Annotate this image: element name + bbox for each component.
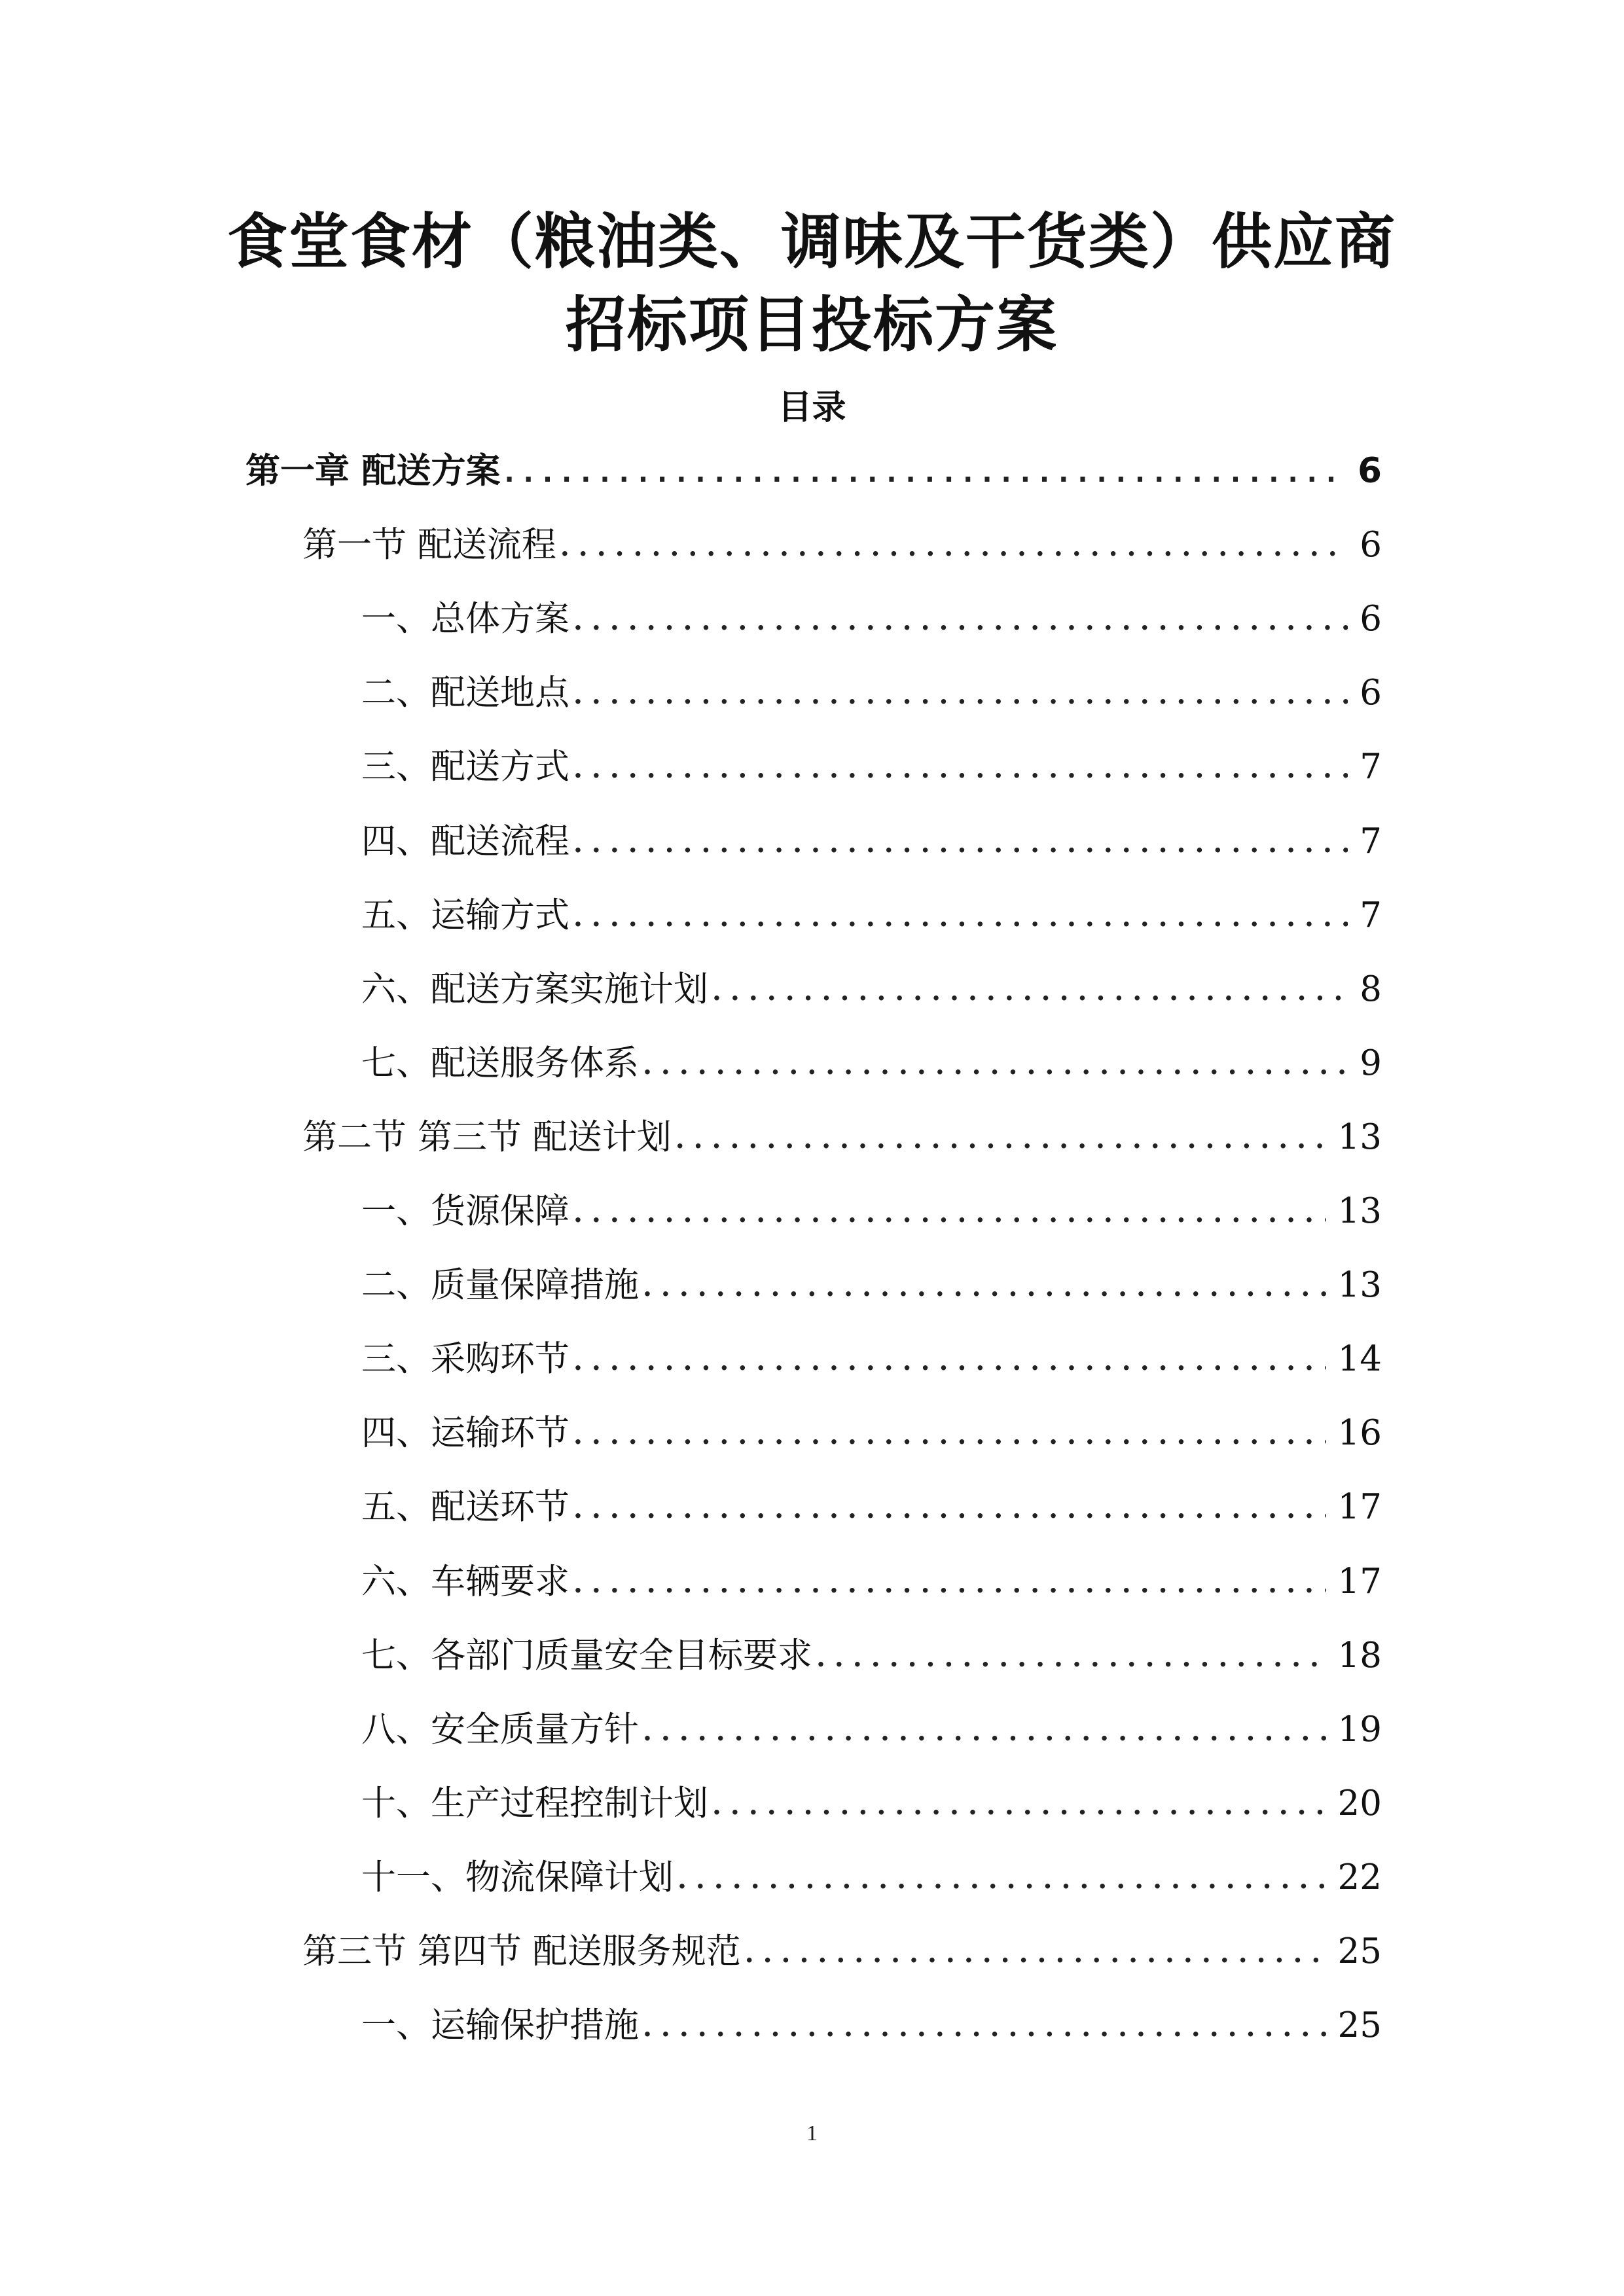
document-title-line-2: 招标项目投标方案 <box>565 290 1058 360</box>
toc-entry-page-number: 20 <box>1337 1784 1382 1823</box>
toc-entry-page-number: 6 <box>1358 451 1382 491</box>
toc-entry[interactable] <box>361 889 1382 942</box>
toc-dot-leader <box>745 1929 1326 1978</box>
toc-dot-leader <box>573 1485 1326 1534</box>
toc-entry-page-number: 13 <box>1337 1191 1382 1231</box>
toc-dot-leader <box>573 819 1348 868</box>
toc-entry[interactable] <box>361 2000 1382 2052</box>
toc-entry[interactable] <box>361 1259 1382 1312</box>
toc-entry[interactable] <box>302 1926 1382 1978</box>
toc-entry-label: 一、货源保障 <box>361 1191 569 1231</box>
toc-entry-label: 三、采购环节 <box>361 1339 569 1379</box>
toc-entry[interactable] <box>361 741 1382 793</box>
toc-dot-leader <box>676 1115 1326 1164</box>
toc-heading: 目录 <box>778 388 846 427</box>
document-title-line-1: 食堂食材（粮油类、调味及干货类）供应商 <box>226 207 1396 277</box>
toc-dot-leader <box>712 967 1348 1016</box>
toc-entry-label: 二、质量保障措施 <box>361 1265 639 1305</box>
toc-entry-page-number: 7 <box>1360 821 1382 861</box>
toc-entry[interactable] <box>361 1481 1382 1534</box>
toc-entry-label: 四、配送流程 <box>361 821 569 861</box>
toc-entry[interactable] <box>361 1333 1382 1386</box>
toc-dot-leader <box>573 1337 1326 1386</box>
toc-entry-page-number: 25 <box>1337 2005 1382 2045</box>
toc-entry[interactable] <box>361 816 1382 868</box>
page-number: 1 <box>806 2121 818 2145</box>
toc-dot-leader <box>560 523 1348 571</box>
toc-entry-label: 十一、物流保障计划 <box>361 1857 674 1897</box>
toc-dot-leader <box>573 1189 1326 1238</box>
toc-entry-label: 四、运输环节 <box>361 1413 569 1453</box>
toc-entry-label: 第一节 配送流程 <box>302 525 556 565</box>
toc-dot-leader <box>643 1263 1326 1312</box>
toc-entry-page-number: 6 <box>1360 525 1382 565</box>
toc-entry[interactable] <box>361 963 1382 1016</box>
toc-entry-page-number: 16 <box>1337 1413 1382 1453</box>
toc-entry-page-number: 9 <box>1360 1043 1382 1083</box>
toc-entry[interactable] <box>361 1704 1382 1756</box>
toc-entry[interactable] <box>361 667 1382 719</box>
toc-dot-leader <box>573 1560 1326 1608</box>
toc-entry-label: 一、总体方案 <box>361 599 569 639</box>
toc-entry[interactable] <box>302 519 1382 571</box>
toc-dot-leader <box>573 671 1348 719</box>
toc-entry-label: 五、配送环节 <box>361 1487 569 1527</box>
toc-entry-page-number: 6 <box>1360 673 1382 713</box>
toc-entry-label: 第二节 第三节 配送计划 <box>302 1117 672 1157</box>
toc-entry-page-number: 14 <box>1337 1339 1382 1379</box>
toc-entry[interactable] <box>361 1556 1382 1608</box>
toc-entry-label: 第三节 第四节 配送服务规范 <box>302 1931 741 1971</box>
toc-entry-page-number: 13 <box>1337 1117 1382 1157</box>
toc-entry-label: 一、运输保护措施 <box>361 2005 639 2045</box>
toc-dot-leader <box>573 597 1348 645</box>
toc-entry-page-number: 6 <box>1360 599 1382 639</box>
toc-entry-page-number: 8 <box>1360 969 1382 1009</box>
toc-entry-page-number: 17 <box>1337 1562 1382 1602</box>
toc-entry-label: 二、配送地点 <box>361 673 569 713</box>
toc-entry-page-number: 7 <box>1360 747 1382 787</box>
toc-entry-label: 十、生产过程控制计划 <box>361 1784 708 1823</box>
toc-dot-leader <box>643 2003 1326 2052</box>
toc-entry[interactable] <box>361 1630 1382 1682</box>
toc-dot-leader <box>573 745 1348 793</box>
toc-entry-page-number: 7 <box>1360 895 1382 935</box>
toc-entry-label: 七、各部门质量安全目标要求 <box>361 1636 812 1676</box>
toc-entry-page-number: 19 <box>1337 1710 1382 1749</box>
toc-entry-label: 三、配送方式 <box>361 747 569 787</box>
toc-entry-label: 六、配送方案实施计划 <box>361 969 708 1009</box>
toc-entry-page-number: 25 <box>1337 1931 1382 1971</box>
toc-entry-page-number: 17 <box>1337 1487 1382 1527</box>
toc-entry-label: 第一章 配送方案 <box>245 451 501 491</box>
toc-entry[interactable] <box>361 1037 1382 1090</box>
toc-dot-leader <box>573 893 1348 942</box>
toc-entry[interactable] <box>361 1407 1382 1460</box>
toc-dot-leader <box>573 1411 1326 1460</box>
toc-entry[interactable] <box>361 1778 1382 1830</box>
toc-entry-page-number: 18 <box>1337 1636 1382 1676</box>
toc-entry[interactable] <box>302 1111 1382 1164</box>
toc-dot-leader <box>816 1634 1326 1682</box>
toc-entry-label: 六、车辆要求 <box>361 1562 569 1602</box>
toc-entry-label: 五、运输方式 <box>361 895 569 935</box>
toc-entry[interactable] <box>245 445 1382 497</box>
toc-dot-leader <box>643 1041 1348 1090</box>
toc-dot-leader <box>677 1856 1326 1904</box>
toc-entry-label: 八、安全质量方针 <box>361 1710 639 1749</box>
toc-entry[interactable] <box>361 593 1382 645</box>
toc-entry[interactable] <box>361 1185 1382 1238</box>
toc-entry[interactable] <box>361 1852 1382 1904</box>
toc-dot-leader <box>712 1782 1326 1830</box>
toc-dot-leader <box>643 1708 1326 1756</box>
toc-entry-page-number: 22 <box>1337 1857 1382 1897</box>
toc-dot-leader <box>504 449 1346 497</box>
toc-entry-page-number: 13 <box>1337 1265 1382 1305</box>
toc-entry-label: 七、配送服务体系 <box>361 1043 639 1083</box>
